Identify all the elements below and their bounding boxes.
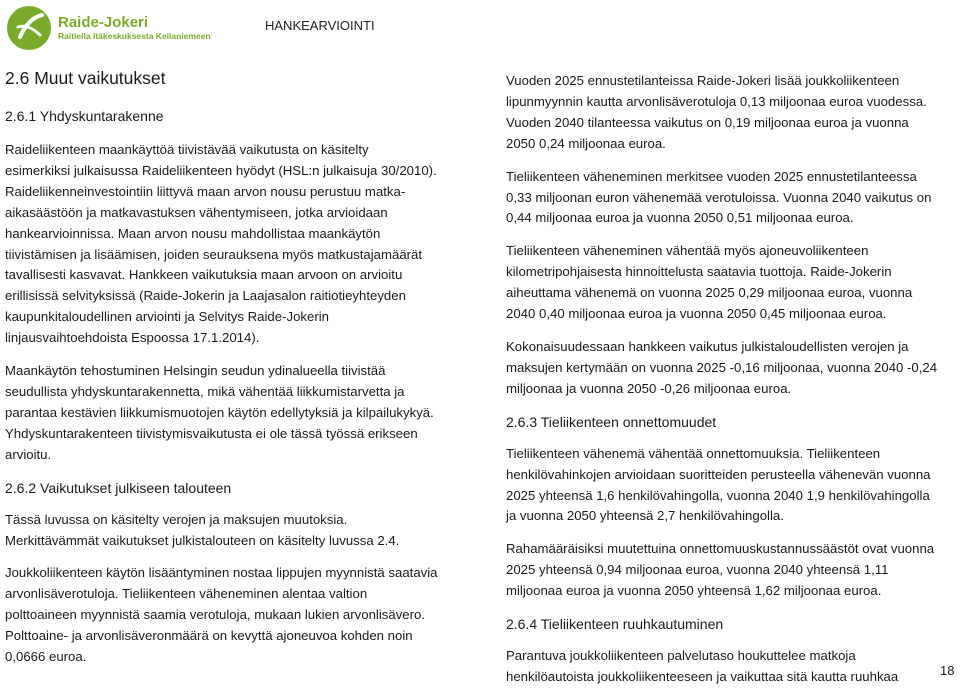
- paragraph: [506, 337, 956, 400]
- text-line: 2050 0,24 miljoonaa euroa.: [506, 135, 666, 151]
- text-line: 2040 0,40 miljoonaa euroa ja vuonna 2050 0,45 miljoonaa euroa.: [506, 306, 887, 322]
- text-line: Raideliikenteen maankäyttöä tiivistävää vaikutusta on käsitelty: [5, 142, 369, 157]
- document-title: HANKEARVIOINTI: [265, 18, 375, 33]
- text-line: Yhdyskuntarakenteen tiivistymisvaikutusta ei ole tässä työssä erikseen: [5, 425, 418, 441]
- left-column: [5, 66, 475, 668]
- logo: [6, 5, 211, 51]
- text-line: Vuoden 2040 tilanteessa vaikutus on 0,19 miljoonaa euroa ja vuonna: [506, 114, 909, 130]
- text-line: 2025 yhteensä 1,6 henkilövahingolla, vuonna 2040 1,9 henkilövahingolla: [506, 487, 930, 503]
- text-line: Tieliikenteen väheneminen vähentää myös ajoneuvoliikenteen: [506, 243, 869, 259]
- text-line: tiivistämisen ja lisäämisen, joiden seurauksena myös matkustajamäärät: [5, 246, 423, 262]
- text-line: Rahamääräisiksi muutettuina onnettomuuskustannussäästöt ovat vuonna: [506, 541, 935, 557]
- text-line: Tieliikenteen vähenemä vähentää onnettomuuksia. Tieliikenteen: [506, 445, 881, 461]
- text-line: polttoaineen myynnistä saamia verotuloja, mukaan lukien arvonlisävero.: [5, 607, 426, 623]
- logo-title: Raide-Jokeri: [58, 14, 149, 32]
- text-line: Polttoaine- ja arvonlisäveronmäärä on kevyttä ajoneuvoa kohden noin: [5, 628, 413, 644]
- text-line: maksujen kertymään on vuonna 2025 -0,16 miljoonaa, vuonna 2040 -0,24: [506, 359, 938, 375]
- right-column: [506, 71, 956, 688]
- text-line: Tässä luvussa on käsitelty verojen ja maksujen muutoksia.: [5, 511, 348, 527]
- text-line: hankearvioinnissa. Maan arvon nousu mahdollistaa maankäytön: [5, 225, 381, 241]
- text-line: parantaa kestävien liikkumismuotojen käytön edellytyksiä ja kilpailukykyä.: [5, 404, 434, 420]
- text-line: linjausvaihtoehdoista Espoossa 17.1.2014).: [5, 330, 260, 346]
- text-line: aikasäästöön ja matkavastuksen vähentymiseen, jotka arvioidaan: [5, 204, 388, 220]
- text-line: lipunmyynnin kautta arvonlisäverotuloja 0,13 miljoonaa euroa vuodessa.: [506, 93, 927, 109]
- section-heading: 2.6 Muut vaikutukset: [5, 68, 166, 88]
- subsection-heading-2-6-3: 2.6.3 Tieliikenteen onnettomuudet: [506, 413, 717, 430]
- text-line: miljoonaa euroa ja vuonna 2050 yhteensä 1,62 miljoonaa euroa.: [506, 583, 882, 599]
- paragraph: [506, 646, 956, 688]
- raide-jokeri-logo-icon: [6, 5, 52, 51]
- subsection-heading-2-6-2: 2.6.2 Vaikutukset julkiseen talouteen: [5, 479, 232, 496]
- text-line: henkilövahinkojen arvioidaan suoritteiden perusteella vähenevän vuonna: [506, 466, 931, 482]
- text-line: 0,44 miljoonaa euroa ja vuonna 2050 0,51 miljoonaa euroa.: [506, 210, 854, 226]
- subsection-heading-2-6-4: 2.6.4 Tieliikenteen ruuhkautuminen: [506, 616, 724, 633]
- text-line: Maankäytön tehostuminen Helsingin seudun ydinalueella tiivistää: [5, 363, 386, 379]
- text-line: ja vuonna 2050 yhteensä 2,7 henkilövahingolla.: [506, 508, 784, 524]
- text-line: esimerkiksi julkaisussa Raideliikenteen hyödyt (HSL:n julkaisuja 30/2010).: [5, 162, 437, 178]
- paragraph: [506, 167, 956, 230]
- text-line: Kokonaisuudessaan hankkeen vaikutus julkistaloudellisten verojen ja: [506, 338, 909, 354]
- text-line: erillisissä selvityksissä (Raide-Jokerin ja Laajasalon raitiotieyhteyden: [5, 288, 406, 304]
- text-line: Tieliikenteen väheneminen merkitsee vuoden 2025 ennustetilanteessa: [506, 168, 917, 184]
- text-line: 2025 yhteensä 0,94 miljoonaa euroa, vuonna 2040 yhteensä 1,11: [506, 562, 889, 578]
- subsection-heading-2-6-1: 2.6.1 Yhdyskuntarakenne: [5, 108, 164, 124]
- text-line: aiheuttama vähenemä on vuonna 2025 0,29 miljoonaa euroa, vuonna: [506, 285, 913, 301]
- text-line: 0,33 miljoonan euron vähenemää verotuloissa. Vuonna 2040 vaikutus on: [506, 189, 932, 205]
- paragraph: [5, 563, 475, 668]
- text-line: Merkittävämmät vaikutukset julkistalouteen on käsitelty luvussa 2.4.: [5, 532, 400, 548]
- text-line: miljoonaa ja vuonna 2050 -0,26 miljoonaa euroa.: [506, 380, 792, 396]
- text-line: tavallisesti kasvavat. Hankkeen vaikutuksia maan arvoon on arvioitu: [5, 267, 403, 283]
- page-number: 18: [940, 663, 955, 678]
- text-line: arvioitu.: [5, 446, 52, 462]
- logo-subtitle: Raitiella Itäkeskuksesta Keilaniemeen: [58, 30, 211, 41]
- text-line: Joukkoliikenteen käytön lisääntyminen nostaa lippujen myynnistä saatavia: [5, 565, 438, 581]
- paragraph: [506, 539, 956, 602]
- text-line: Parantuva joukkoliikenteen palvelutaso houkuttelee matkoja: [506, 648, 856, 664]
- text-line: Vuoden 2025 ennustetilanteissa Raide-Jokeri lisää joukkoliikenteen: [506, 73, 900, 88]
- text-line: arvonlisäverotuloja. Tieliikenteen väheneminen alentaa valtion: [5, 586, 368, 602]
- text-line: seudullista yhdyskuntarakennetta, mikä vähentää liikkumistarvetta ja: [5, 383, 405, 399]
- text-line: 0,0666 euroa.: [5, 649, 87, 665]
- paragraph: [506, 71, 956, 155]
- text-line: kilometripohjaisesta hinnoittelusta saatavia tuottoja. Raide-Jokerin: [506, 264, 892, 280]
- text-line: Raideliikenneinvestointiin liittyvä maan arvon nousu perustuu matka-: [5, 183, 406, 199]
- paragraph: [5, 510, 475, 552]
- paragraph: [506, 444, 956, 528]
- paragraph: [5, 140, 475, 349]
- paragraph: [5, 361, 475, 466]
- paragraph: [506, 241, 956, 325]
- text-line: henkilöautoista joukkoliikenteeseen ja vaikuttaa sitä kautta ruuhkaa: [506, 668, 899, 684]
- text-line: kaupunkitaloudellinen arviointi ja Selvitys Raide-Jokerin: [5, 309, 330, 325]
